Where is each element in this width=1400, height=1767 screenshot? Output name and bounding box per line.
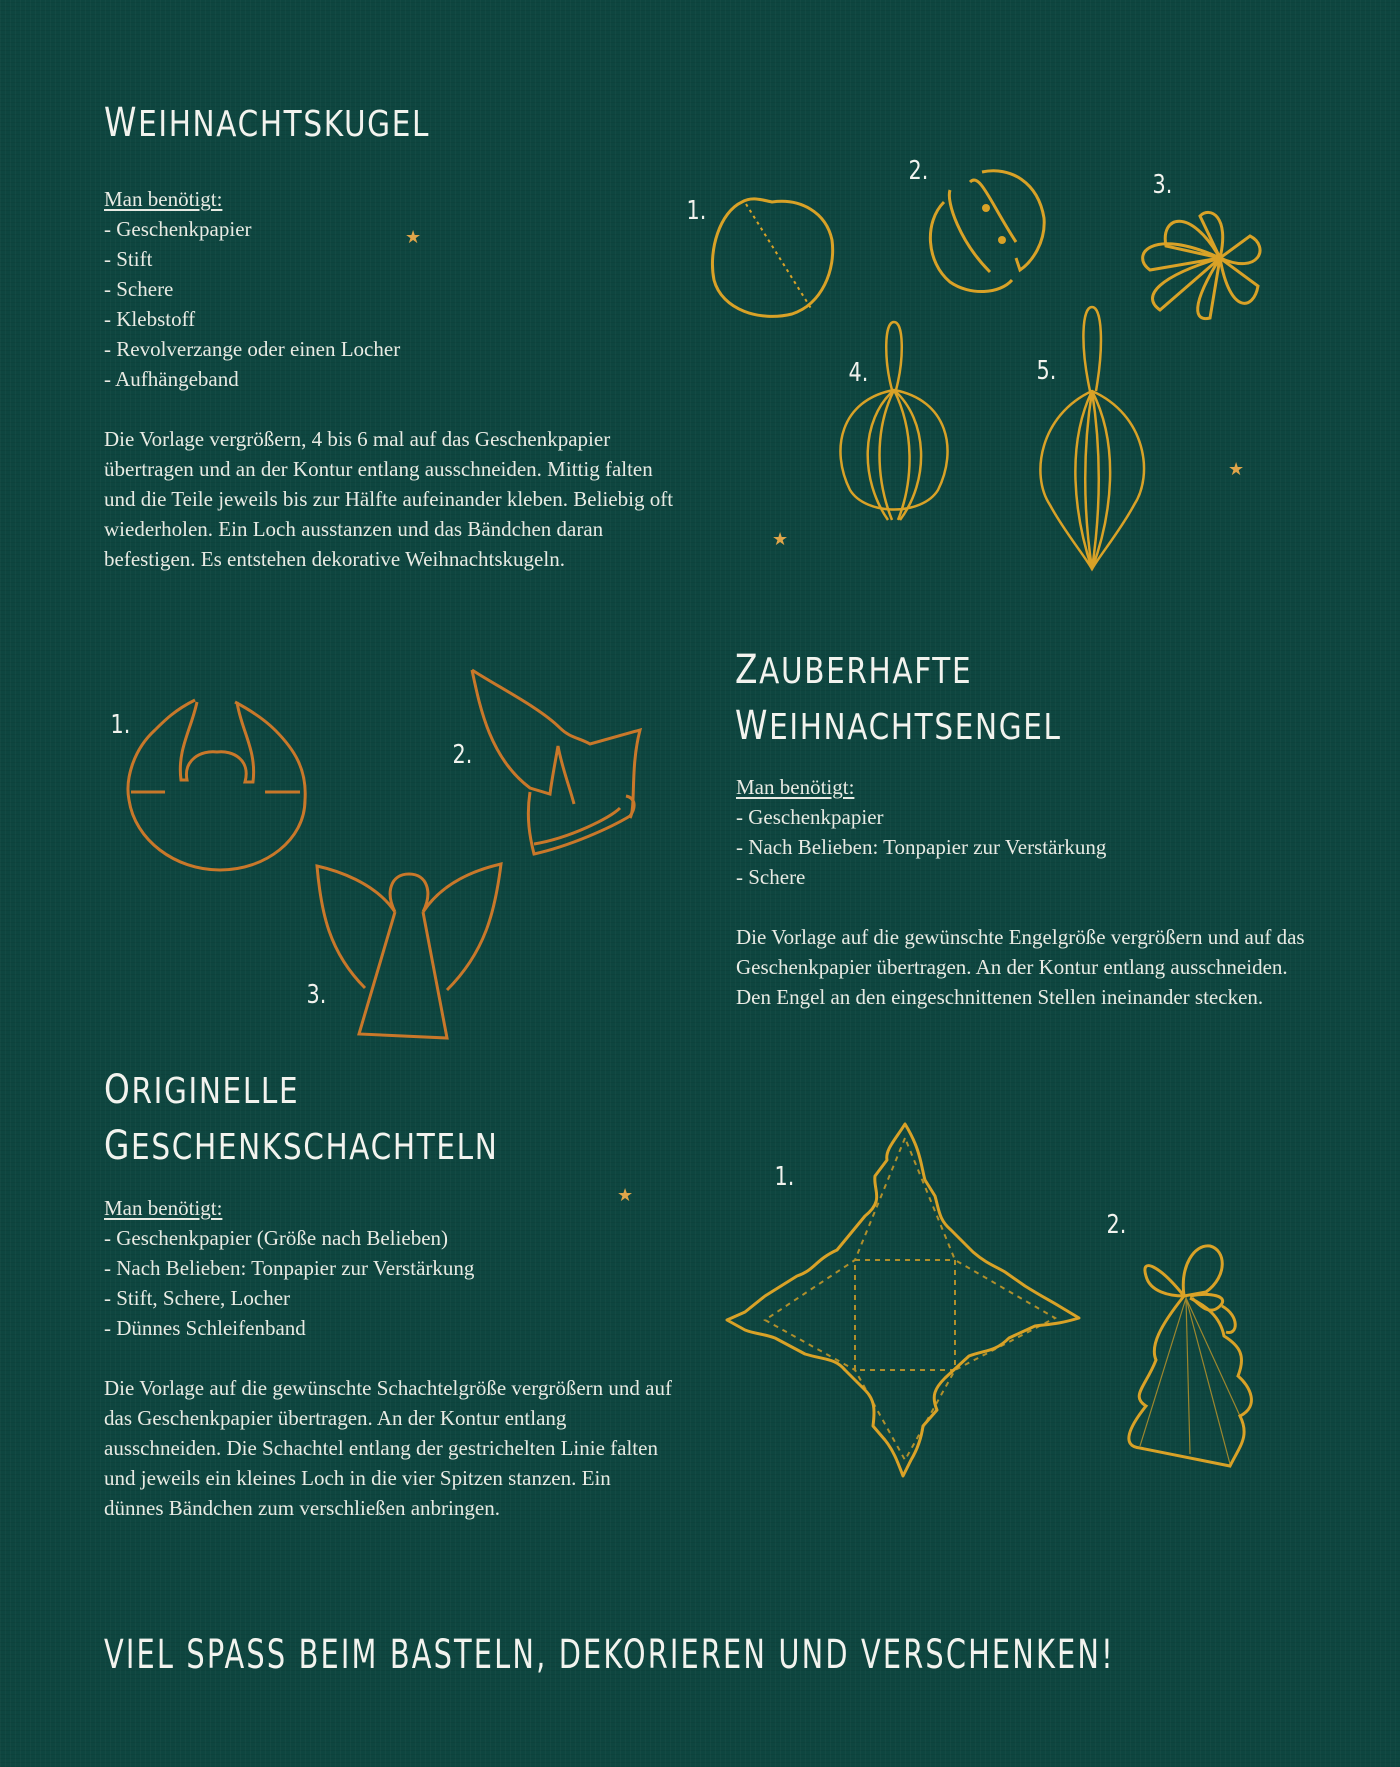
step-number: 3. [1152, 170, 1173, 200]
title-line: WEIHNACHTSKUGEL [104, 100, 431, 146]
star-icon: ★ [617, 1185, 634, 1205]
gift-box-bow-icon [1110, 1236, 1270, 1476]
materials-list [104, 1223, 704, 1343]
materials-list [104, 214, 704, 394]
title-line: ORIGINELLE [104, 1067, 300, 1113]
material-item: - Geschenkpapier (Größe nach Belieben) [104, 1226, 449, 1250]
instructions: Die Vorlage vergrößern, 4 bis 6 mal auf das Geschenkpapier übertragen und an der Kontur entlang ausschneiden. Mittig falten und die Teile jeweils bis zur Hälfte aufeinander kleben. Beliebig oft wiederholen. Ein Loch ausstanzen und das Bändchen daran befestigen. Es entstehen dekorative Weihnachtskugeln. [104, 427, 674, 571]
material-item: - Geschenkpapier [104, 217, 252, 241]
step-number: 4. [848, 358, 869, 388]
material-item: - Stift, Schere, Locher [104, 1286, 291, 1310]
materials-list [736, 802, 1336, 892]
ornament-step5-icon [1030, 305, 1160, 575]
instructions: Die Vorlage auf die gewünschte Engelgröße vergrößern und auf das Geschenkpapier übertragen. An der Kontur entlang ausschneiden. Den Engel an den eingeschnittenen Stellen ineinander stecken. [736, 925, 1305, 1009]
step-number: 2. [1106, 1210, 1127, 1240]
step-number: 5. [1036, 356, 1057, 386]
title-line: GESCHENKSCHACHTELN [104, 1123, 499, 1169]
section-title-weihnachtsengel [735, 643, 1062, 755]
ornament-step2-icon [920, 162, 1070, 312]
star-icon: ★ [405, 227, 422, 247]
step-number: 3. [306, 980, 327, 1010]
material-item: - Revolverzange oder einen Locher [104, 337, 401, 361]
material-item: - Geschenkpapier [736, 805, 884, 829]
material-item: - Nach Belieben: Tonpapier zur Verstärkung [736, 835, 1107, 859]
title-line: ZAUBERHAFTE [735, 647, 973, 693]
material-item: - Schere [104, 277, 174, 301]
geschenkschachteln-text [104, 1193, 704, 1523]
title-line: WEIHNACHTSENGEL [735, 703, 1062, 749]
weihnachtskugel-text [104, 184, 707, 574]
angel-step1-icon [125, 690, 315, 880]
needs-label: Man benötigt: [104, 1196, 223, 1220]
angel-step2-icon [470, 668, 650, 868]
ornament-step4-icon [830, 320, 960, 530]
needs-label: Man benötigt: [104, 187, 223, 211]
material-item: - Dünnes Schleifenband [104, 1316, 306, 1340]
step-number: 2. [908, 156, 929, 186]
step-number: 1. [686, 196, 707, 226]
angel-step3-icon [315, 862, 505, 1042]
needs-label: Man benötigt: [736, 775, 855, 799]
material-item: - Stift [104, 247, 153, 271]
star-icon: ★ [1228, 459, 1245, 479]
material-item: - Klebstoff [104, 307, 196, 331]
weihnachtsengel-text [736, 772, 1336, 1012]
step-number: 2. [452, 740, 473, 770]
step-number: 1. [110, 710, 131, 740]
closing-slogan: VIEL SPASS BEIM BASTELN, DEKORIEREN UND VERSCHENKEN! [104, 1632, 1115, 1678]
star-icon: ★ [772, 529, 789, 549]
material-item: - Schere [736, 865, 806, 889]
material-item: - Aufhängeband [104, 367, 239, 391]
section-title-weihnachtskugel [104, 96, 430, 152]
section-title-geschenkschachteln [104, 1063, 498, 1175]
material-item: - Nach Belieben: Tonpapier zur Verstärkung [104, 1256, 475, 1280]
ornament-step1-icon [700, 190, 850, 330]
step-number: 1. [774, 1162, 795, 1192]
box-template-icon [725, 1120, 1085, 1480]
instructions: Die Vorlage auf die gewünschte Schachtelgröße vergrößern und auf das Geschenkpapier übertragen. An der Kontur entlang ausschneiden. Die Schachtel entlang der gestrichelten Linie falten und jeweils ein kleines Loch in die vier Spitzen stanzen. Ein dünnes Bändchen zum verschließen anbringen. [104, 1376, 672, 1520]
